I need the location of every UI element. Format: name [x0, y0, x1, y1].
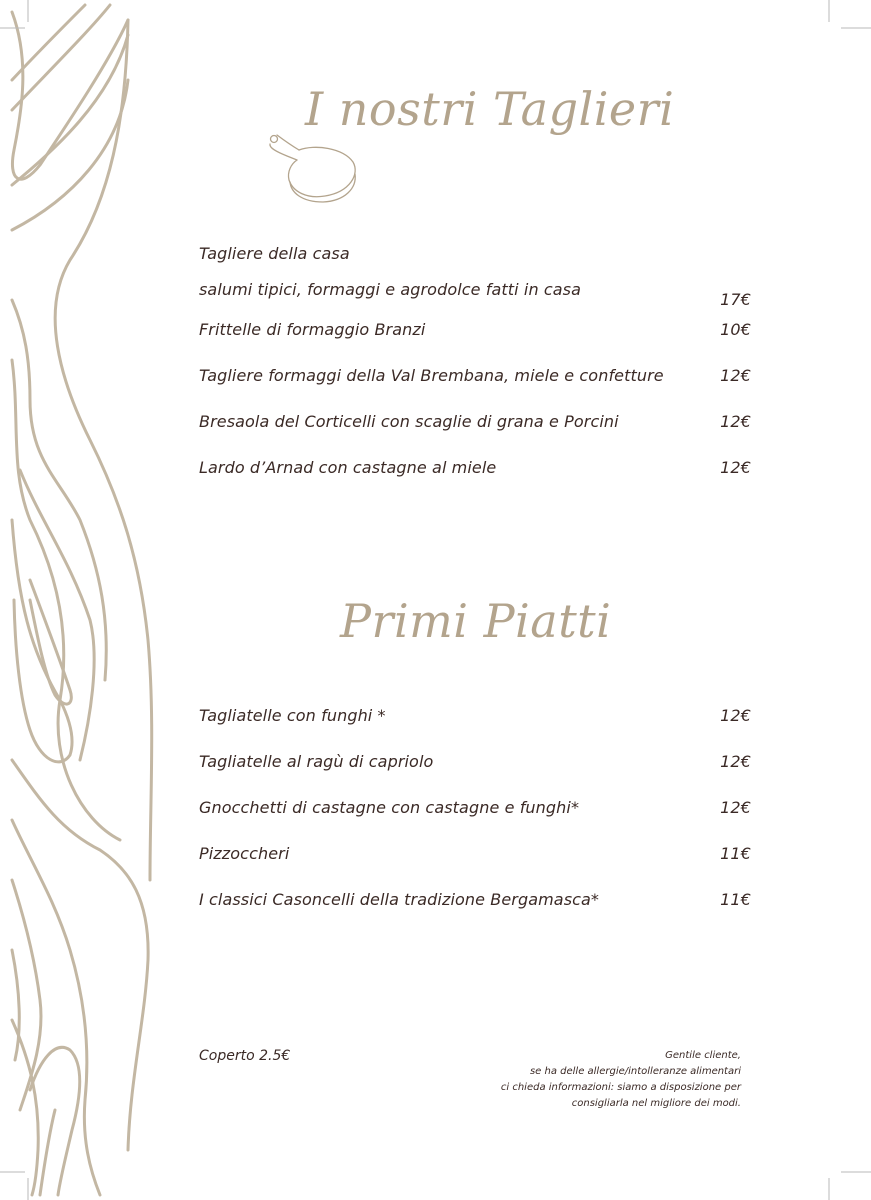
- allergy-note-line: se ha delle allergie/intolleranze alimentari: [529, 1066, 741, 1077]
- allergy-note-line: consigliarla nel migliore dei modi.: [571, 1098, 741, 1109]
- menu-item: [199, 320, 751, 366]
- menu-item-name: Frittelle di formaggio Branzi: [199, 320, 426, 339]
- menu-item-price: 17€: [720, 290, 751, 309]
- menu-item-price: 10€: [720, 320, 751, 339]
- section-title-primi: Primi Piatti: [340, 594, 612, 648]
- menu-item: [199, 890, 751, 936]
- allergy-note: [501, 1048, 741, 1112]
- menu-item-name: Tagliatelle con funghi *: [199, 706, 386, 725]
- menu-item-price: 12€: [720, 458, 751, 477]
- menu-item: [199, 706, 751, 752]
- coperto-charge: Coperto 2.5€: [199, 1048, 291, 1064]
- section-title-taglieri: I nostri Taglieri: [305, 82, 675, 136]
- allergy-note-line: Gentile cliente,: [665, 1050, 741, 1061]
- menu-item-price: 11€: [720, 890, 751, 909]
- crop-mark-bottom-left: [0, 1160, 40, 1200]
- menu-item: [199, 458, 751, 504]
- menu-item: [199, 844, 751, 890]
- cutting-board-icon: [265, 130, 360, 205]
- menu-item: [199, 798, 751, 844]
- crop-mark-top-right: [826, 0, 871, 40]
- menu-item-name: Pizzoccheri: [199, 844, 290, 863]
- menu-item: [199, 752, 751, 798]
- menu-item: [199, 366, 751, 412]
- menu-item: [199, 412, 751, 458]
- menu-item-name: Bresaola del Corticelli con scaglie di grana e Porcini: [199, 412, 619, 431]
- menu-item-name: I classici Casoncelli della tradizione Bergamasca*: [199, 890, 600, 909]
- menu-item-price: 12€: [720, 366, 751, 385]
- menu-item: [199, 244, 751, 309]
- menu-item-name: Tagliatelle al ragù di capriolo: [199, 752, 434, 771]
- crop-mark-bottom-right: [826, 1160, 871, 1200]
- primi-list: [199, 706, 751, 936]
- menu-item-name: Lardo d’Arnad con castagne al miele: [199, 458, 497, 477]
- menu-item-price: 12€: [720, 798, 751, 817]
- menu-item-price: 12€: [720, 752, 751, 771]
- crop-mark-top-left: [0, 0, 40, 40]
- wood-grain-decoration: [0, 0, 175, 1200]
- menu-item-name: Tagliere formaggi della Val Brembana, miele e confetture: [199, 366, 664, 385]
- menu-item-price: 12€: [720, 412, 751, 431]
- menu-item-description: salumi tipici, formaggi e agrodolce fatti in casa: [199, 280, 582, 299]
- menu-item-price: 12€: [720, 706, 751, 725]
- allergy-note-line: ci chieda informazioni: siamo a disposizione per: [500, 1082, 741, 1093]
- menu-item-price: 11€: [720, 844, 751, 863]
- taglieri-list: [199, 244, 751, 504]
- menu-item-name: Gnocchetti di castagne con castagne e funghi*: [199, 798, 580, 817]
- menu-item-name: Tagliere della casa: [199, 244, 350, 263]
